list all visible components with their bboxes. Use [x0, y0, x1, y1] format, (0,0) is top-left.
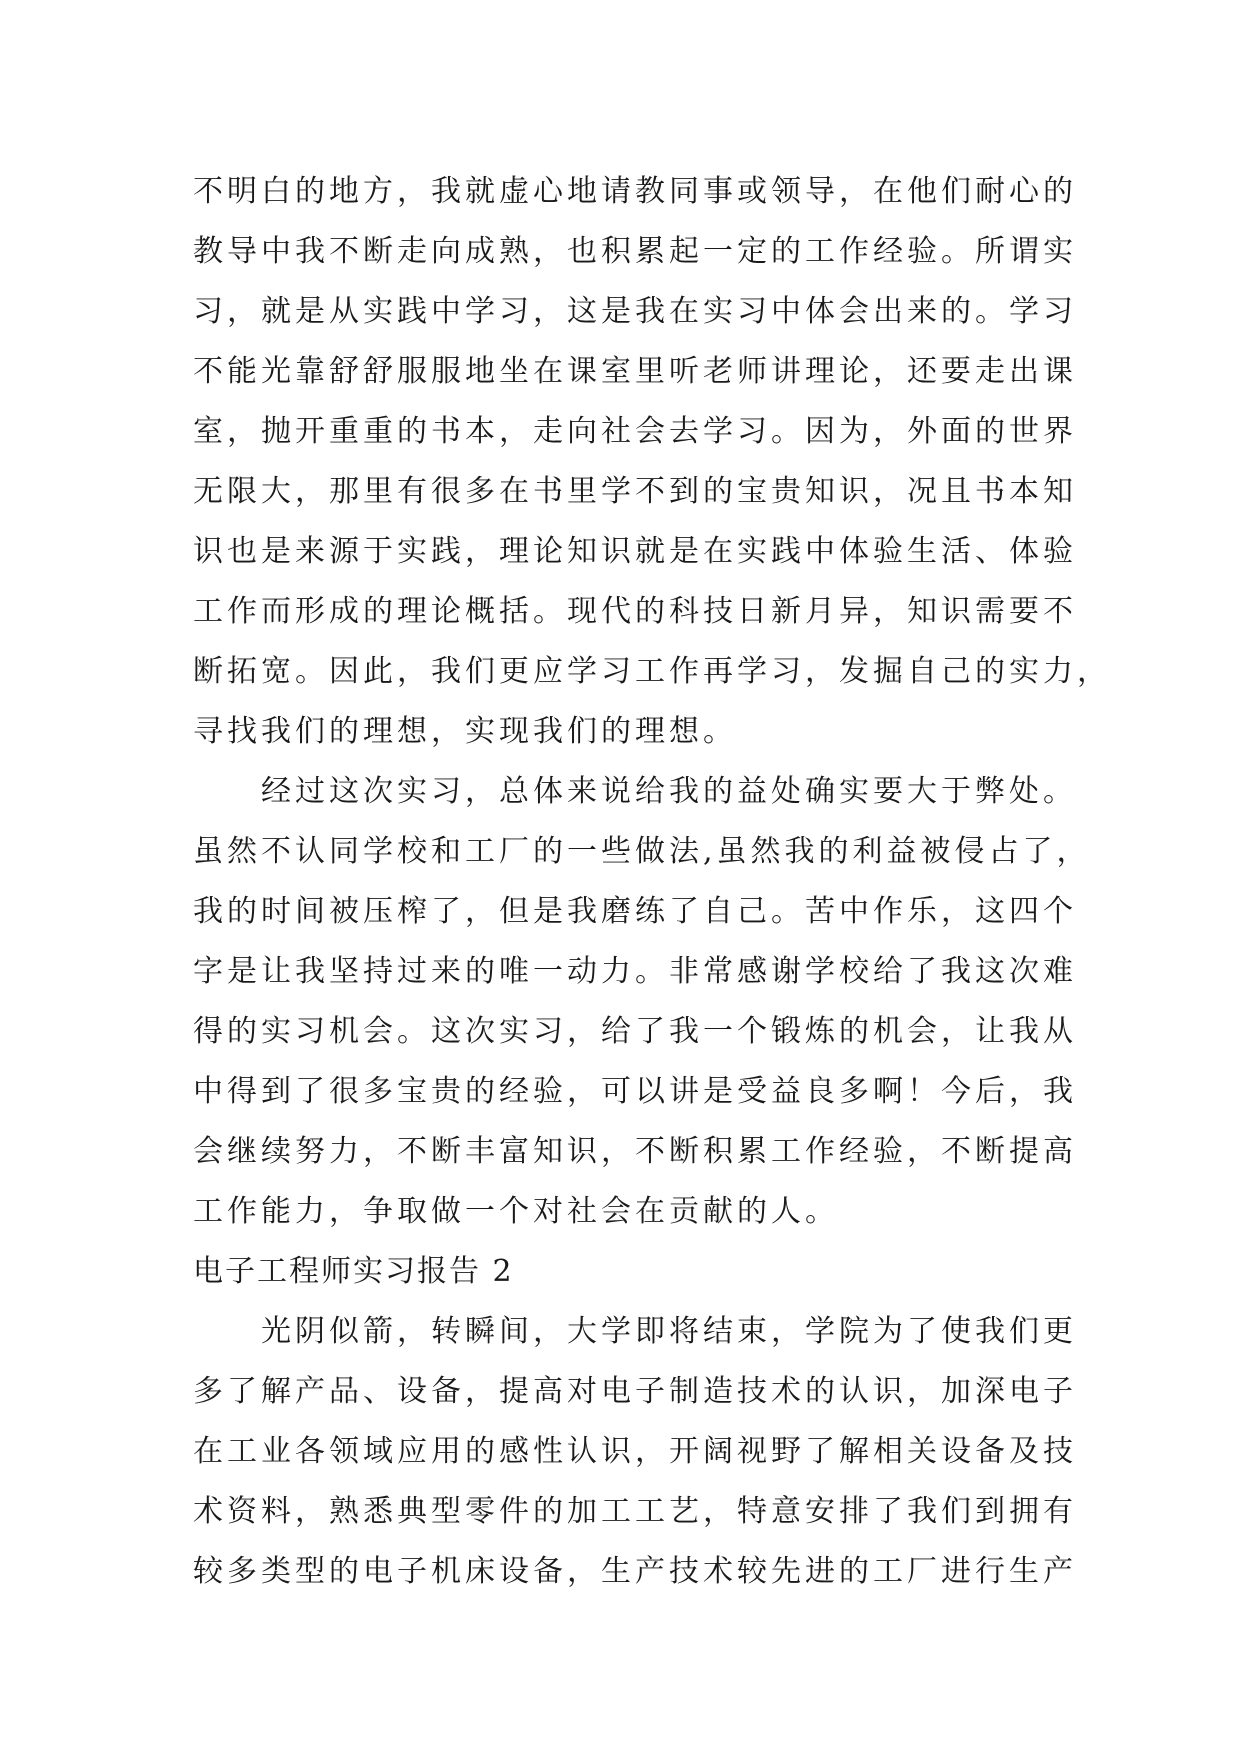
paragraph-line: 工作能力，争取做一个对社会在贡献的人。 — [193, 1194, 839, 1229]
paragraph-line: 识也是来源于实践，理论知识就是在实践中体验生活、体验 — [193, 534, 1077, 569]
paragraph-line: 较多类型的电子机床设备，生产技术较先进的工厂进行生产 — [193, 1554, 1077, 1589]
paragraph-line: 字是让我坚持过来的唯一动力。非常感谢学校给了我这次难 — [193, 954, 1077, 989]
section-heading: 电子工程师实习报告 2 — [193, 1254, 514, 1289]
paragraph-line: 虽然不认同学校和工厂的一些做法,虽然我的利益被侵占了， — [193, 834, 1091, 869]
paragraph-line: 我的时间被压榨了，但是我磨练了自己。苦中作乐，这四个 — [193, 894, 1077, 929]
paragraph-line: 得的实习机会。这次实习，给了我一个锻炼的机会，让我从 — [193, 1014, 1077, 1049]
paragraph-line: 寻找我们的理想，实现我们的理想。 — [193, 714, 737, 749]
paragraph-line: 无限大，那里有很多在书里学不到的宝贵知识，况且书本知 — [193, 474, 1077, 509]
paragraph-line: 多了解产品、设备，提高对电子制造技术的认识，加深电子 — [193, 1374, 1077, 1409]
paragraph-line: 习，就是从实践中学习，这是我在实习中体会出来的。学习 — [193, 294, 1077, 329]
paragraph-line: 工作而形成的理论概括。现代的科技日新月异，知识需要不 — [193, 594, 1077, 629]
paragraph-line: 光阴似箭，转瞬间，大学即将结束，学院为了使我们更 — [193, 1314, 1077, 1349]
paragraph-line: 不明白的地方，我就虚心地请教同事或领导，在他们耐心的 — [193, 174, 1077, 209]
paragraph-line: 在工业各领域应用的感性认识，开阔视野了解相关设备及技 — [193, 1434, 1077, 1469]
paragraph-line: 室，抛开重重的书本，走向社会去学习。因为，外面的世界 — [193, 414, 1077, 449]
paragraph-line: 经过这次实习，总体来说给我的益处确实要大于弊处。 — [193, 774, 1077, 809]
paragraph-line: 会继续努力，不断丰富知识，不断积累工作经验，不断提高 — [193, 1134, 1077, 1169]
paragraph-line: 教导中我不断走向成熟，也积累起一定的工作经验。所谓实 — [193, 234, 1077, 269]
paragraph-line: 不能光靠舒舒服服地坐在课室里听老师讲理论，还要走出课 — [193, 354, 1077, 389]
paragraph-line: 中得到了很多宝贵的经验，可以讲是受益良多啊！今后，我 — [193, 1074, 1077, 1109]
paragraph-line: 断拓宽。因此，我们更应学习工作再学习，发掘自己的实力， — [193, 654, 1111, 689]
paragraph-line: 术资料，熟悉典型零件的加工工艺，特意安排了我们到拥有 — [193, 1494, 1077, 1529]
document-body — [193, 162, 1111, 1602]
